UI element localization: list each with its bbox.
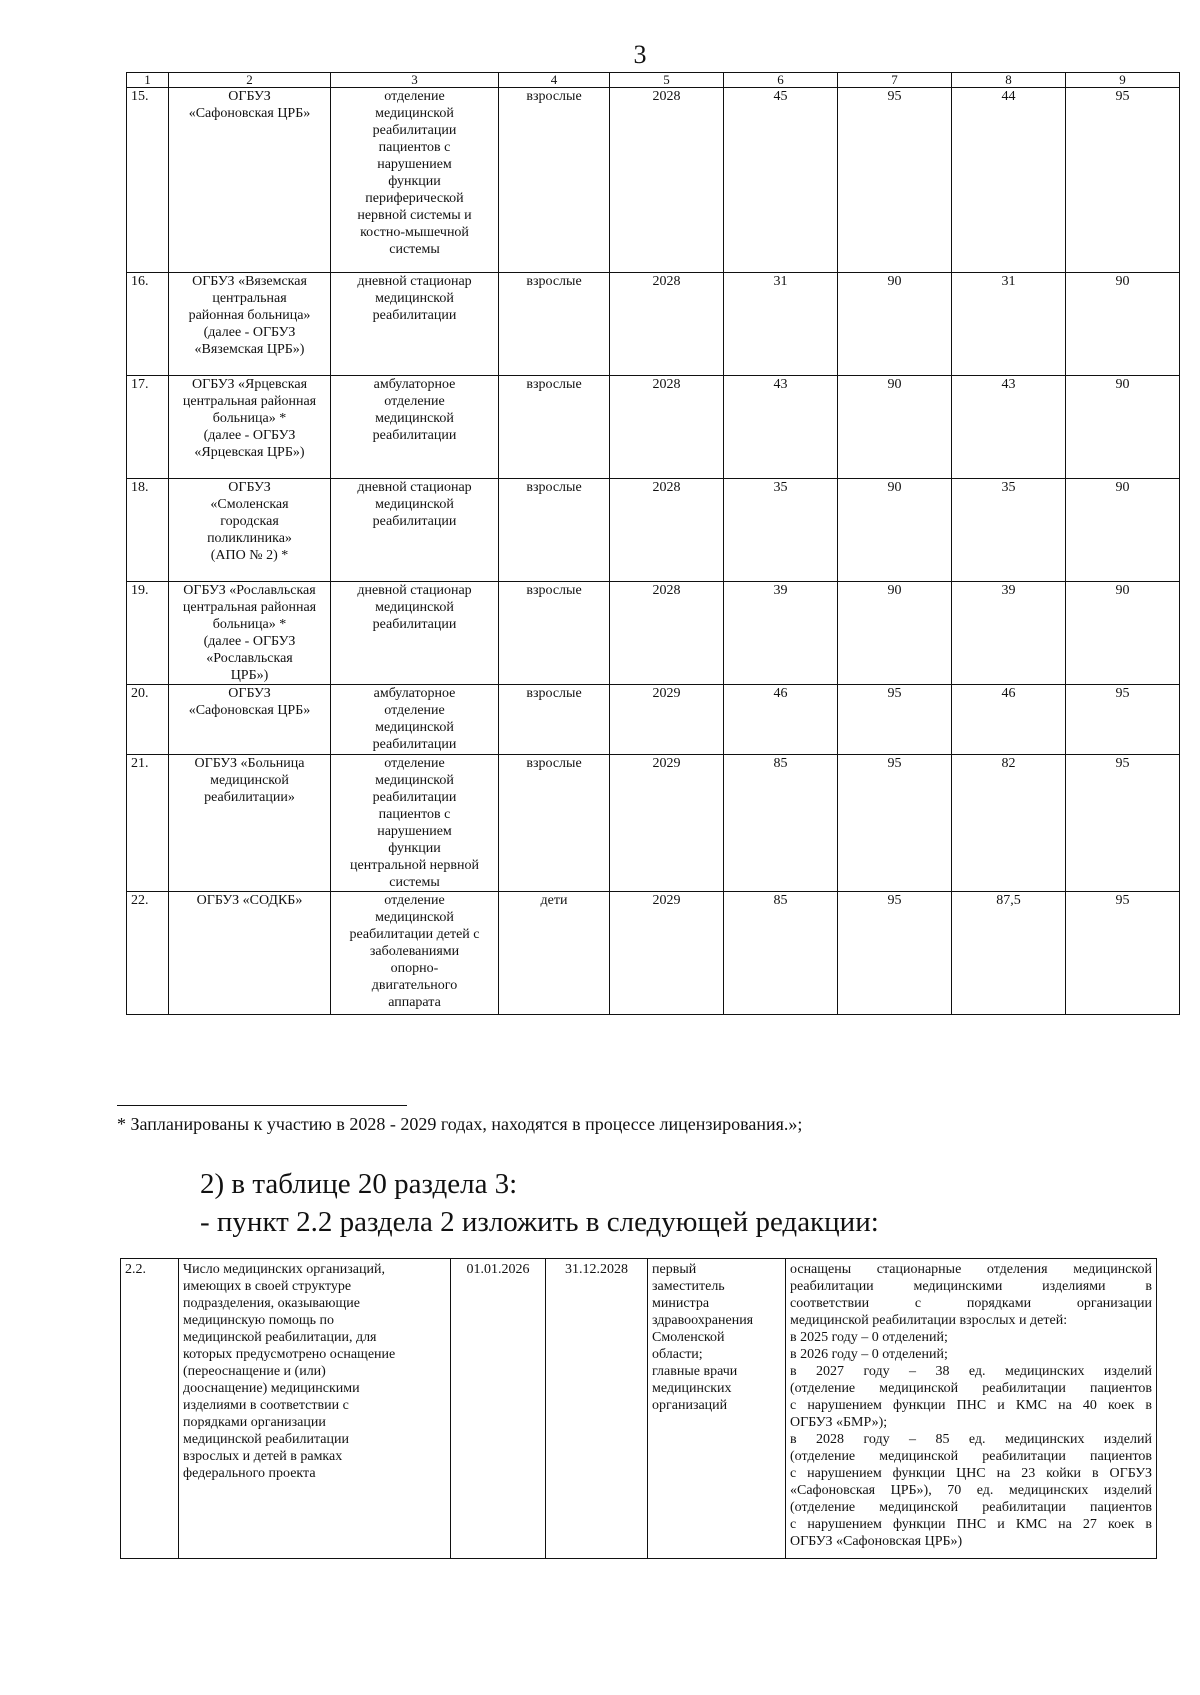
text-line: ОГБУЗ «Вяземская xyxy=(192,274,307,289)
rehabilitation-units-table xyxy=(126,72,1180,1015)
value-col-6: 45 xyxy=(724,88,838,273)
unit-name xyxy=(331,479,499,582)
header-row xyxy=(127,73,1180,88)
measure-result xyxy=(786,1259,1157,1559)
text-line: заболеваниями xyxy=(369,944,460,959)
organization-name xyxy=(169,755,331,892)
text-line: центральной нервной xyxy=(350,858,479,873)
column-number: 1 xyxy=(127,73,169,88)
organization-name xyxy=(169,376,331,479)
column-number: 5 xyxy=(610,73,724,88)
value-col-7: 90 xyxy=(838,479,952,582)
text-line: ЦРБ») xyxy=(230,668,269,683)
text-line: (отделение медицинской реабилитации пациентов xyxy=(790,1381,1152,1396)
row-number: 16. xyxy=(127,273,169,376)
text-line: федерального проекта xyxy=(183,1466,316,1481)
value-col-6: 85 xyxy=(724,755,838,892)
text-line: реабилитации xyxy=(372,790,457,805)
value-col-7: 95 xyxy=(838,755,952,892)
text-line: медицинской xyxy=(210,773,289,788)
unit-name xyxy=(331,685,499,755)
organization-name xyxy=(169,582,331,685)
text-line: медицинской xyxy=(375,720,454,735)
text-line: районная больница» xyxy=(188,308,311,323)
text-line: системы xyxy=(389,875,440,890)
text-line: ОГБУЗ «БМР»); xyxy=(790,1415,888,1430)
text-line: Число медицинских организаций, xyxy=(183,1262,385,1277)
value-col-6: 31 xyxy=(724,273,838,376)
text-line: подразделения, оказывающие xyxy=(183,1296,360,1311)
text-line: с нарушением функции ЦНС на 23 койки в ОГБУЗ xyxy=(790,1466,1152,1481)
text-line: ОГБУЗ «СОДКБ» xyxy=(196,893,303,908)
text-line: костно-мышечной xyxy=(360,225,469,240)
patient-group: взрослые xyxy=(499,376,610,479)
value-col-8: 87,5 xyxy=(952,892,1066,1015)
column-number: 3 xyxy=(331,73,499,88)
text-line: (далее - ОГБУЗ xyxy=(203,428,296,443)
row-number: 22. xyxy=(127,892,169,1015)
text-line: Смоленской xyxy=(652,1330,725,1345)
text-line: реабилитации xyxy=(372,617,457,632)
text-line: медицинских xyxy=(652,1381,732,1396)
text-line: медицинской xyxy=(375,773,454,788)
text-line: дневной стационар xyxy=(357,274,472,289)
text-line: медицинской реабилитации взрослых и детей: xyxy=(790,1313,1068,1328)
value-col-9: 95 xyxy=(1066,755,1180,892)
text-line: области; xyxy=(652,1347,703,1362)
value-col-7: 95 xyxy=(838,892,952,1015)
text-line: опорно- xyxy=(390,961,439,976)
unit-name xyxy=(331,892,499,1015)
text-line: (переоснащение и (или) xyxy=(183,1364,326,1379)
column-number: 7 xyxy=(838,73,952,88)
value-col-8: 46 xyxy=(952,685,1066,755)
measure-end-date: 31.12.2028 xyxy=(546,1259,648,1559)
row-number: 19. xyxy=(127,582,169,685)
unit-name xyxy=(331,582,499,685)
patient-group: взрослые xyxy=(499,582,610,685)
patient-group: дети xyxy=(499,892,610,1015)
value-col-7: 90 xyxy=(838,582,952,685)
text-line: (далее - ОГБУЗ xyxy=(203,325,296,340)
value-col-7: 95 xyxy=(838,88,952,273)
text-line: ОГБУЗ xyxy=(228,89,271,104)
text-line: амбулаторное xyxy=(373,377,456,392)
text-line: «Сафоновская ЦРБ» xyxy=(188,106,311,121)
text-line: медицинской xyxy=(375,600,454,615)
text-line: системы xyxy=(389,242,440,257)
organization-name xyxy=(169,892,331,1015)
text-line: «Смоленская xyxy=(210,497,289,512)
text-line: «Вяземская ЦРБ») xyxy=(194,342,305,357)
text-line: аппарата xyxy=(388,995,441,1010)
value-col-6: 39 xyxy=(724,582,838,685)
text-line: функции xyxy=(388,174,441,189)
measure-responsible xyxy=(648,1259,786,1559)
table-row xyxy=(127,479,1180,582)
text-line: порядками организации xyxy=(183,1415,326,1430)
text-line: заместитель xyxy=(652,1279,725,1294)
column-number: 2 xyxy=(169,73,331,88)
organization-name xyxy=(169,479,331,582)
value-col-6: 43 xyxy=(724,376,838,479)
value-col-8: 39 xyxy=(952,582,1066,685)
text-line: в 2026 году – 0 отделений; xyxy=(790,1347,948,1362)
text-line: реабилитации xyxy=(372,308,457,323)
text-line: реабилитации xyxy=(372,428,457,443)
text-line: больница» * xyxy=(212,617,287,632)
text-line: нервной системы и xyxy=(357,208,472,223)
text-line: ОГБУЗ xyxy=(228,686,271,701)
measure-number: 2.2. xyxy=(121,1259,179,1559)
text-line: отделение xyxy=(384,89,445,104)
value-col-8: 82 xyxy=(952,755,1066,892)
value-col-7: 90 xyxy=(838,273,952,376)
text-line: отделение xyxy=(384,893,445,908)
text-line: центральная районная xyxy=(182,600,317,615)
row-number: 17. xyxy=(127,376,169,479)
table-row xyxy=(127,755,1180,892)
value-col-8: 44 xyxy=(952,88,1066,273)
text-line: соответствии с порядками организации xyxy=(790,1296,1152,1311)
year: 2029 xyxy=(610,892,724,1015)
text-line: медицинской реабилитации, для xyxy=(183,1330,377,1345)
patient-group: взрослые xyxy=(499,88,610,273)
year: 2029 xyxy=(610,755,724,892)
organization-name xyxy=(169,88,331,273)
year: 2028 xyxy=(610,479,724,582)
text-line: здравоохранения xyxy=(652,1313,754,1328)
text-line: взрослых и детей в рамках xyxy=(183,1449,343,1464)
text-line: двигательного xyxy=(371,978,458,993)
text-line: (отделение медицинской реабилитации пациентов xyxy=(790,1449,1152,1464)
text-line: главные врачи xyxy=(652,1364,738,1379)
column-number: 8 xyxy=(952,73,1066,88)
value-col-9: 95 xyxy=(1066,685,1180,755)
measure-start-date: 01.01.2026 xyxy=(451,1259,546,1559)
text-line: центральная xyxy=(212,291,287,306)
organization-name xyxy=(169,273,331,376)
value-col-9: 90 xyxy=(1066,479,1180,582)
table-row xyxy=(127,685,1180,755)
text-line: «Сафоновская ЦРБ»), 70 ед. медицинских изделий xyxy=(790,1483,1152,1498)
text-line: имеющих в своей структуре xyxy=(183,1279,352,1294)
instruction-line-2: - пункт 2.2 раздела 2 изложить в следующей редакции: xyxy=(200,1206,879,1238)
text-line: поликлиника» xyxy=(207,531,292,546)
organization-name xyxy=(169,685,331,755)
text-line: реабилитации xyxy=(372,123,457,138)
table-row xyxy=(127,892,1180,1015)
value-col-8: 43 xyxy=(952,376,1066,479)
table-row xyxy=(127,582,1180,685)
footnote: * Запланированы к участию в 2028 - 2029 годах, находятся в процессе лицензирования.»; xyxy=(117,1114,803,1134)
text-line: изделиями в соответствии с xyxy=(183,1398,349,1413)
value-col-6: 46 xyxy=(724,685,838,755)
footnote-rule xyxy=(117,1105,407,1106)
text-line: центральная районная xyxy=(182,394,317,409)
measure-indicator xyxy=(179,1259,451,1559)
value-col-8: 31 xyxy=(952,273,1066,376)
text-line: реабилитации xyxy=(372,514,457,529)
text-line: медицинской xyxy=(375,291,454,306)
value-col-6: 35 xyxy=(724,479,838,582)
unit-name xyxy=(331,88,499,273)
text-line: с нарушением функции ПНС и КМС на 40 коек в xyxy=(790,1398,1152,1413)
value-col-8: 35 xyxy=(952,479,1066,582)
value-col-6: 85 xyxy=(724,892,838,1015)
text-line: ОГБУЗ «Ярцевская xyxy=(191,377,308,392)
text-line: которых предусмотрено оснащение xyxy=(183,1347,396,1362)
unit-name xyxy=(331,376,499,479)
text-line: (АПО № 2) * xyxy=(210,548,289,563)
text-line: «Рославльская xyxy=(206,651,293,666)
year: 2028 xyxy=(610,88,724,273)
text-line: в 2025 году – 0 отделений; xyxy=(790,1330,948,1345)
column-number: 4 xyxy=(499,73,610,88)
row-number: 21. xyxy=(127,755,169,892)
patient-group: взрослые xyxy=(499,755,610,892)
instruction-line-1: 2) в таблице 20 раздела 3: xyxy=(200,1168,518,1200)
text-line: больница» * xyxy=(212,411,287,426)
text-line: амбулаторное xyxy=(373,686,456,701)
text-line: реабилитации xyxy=(372,737,457,752)
unit-name xyxy=(331,273,499,376)
text-line: реабилитации медицинскими изделиями в xyxy=(790,1279,1152,1294)
text-line: (отделение медицинской реабилитации пациентов xyxy=(790,1500,1152,1515)
text-line: отделение xyxy=(384,394,445,409)
text-line: медицинской xyxy=(375,497,454,512)
text-line: реабилитации детей с xyxy=(349,927,480,942)
text-line: ОГБУЗ «Рославльская xyxy=(183,583,316,598)
text-line: медицинской реабилитации xyxy=(183,1432,349,1447)
text-line: оснащены стационарные отделения медицинской xyxy=(790,1262,1152,1277)
year: 2028 xyxy=(610,376,724,479)
text-line: медицинской xyxy=(375,910,454,925)
text-line: пациентов с xyxy=(378,807,451,822)
column-number: 9 xyxy=(1066,73,1180,88)
text-line: реабилитации» xyxy=(204,790,295,805)
year: 2029 xyxy=(610,685,724,755)
text-line: дневной стационар xyxy=(357,480,472,495)
value-col-9: 90 xyxy=(1066,376,1180,479)
text-line: нарушением xyxy=(377,824,452,839)
text-line: «Ярцевская ЦРБ») xyxy=(194,445,305,460)
text-line: нарушением xyxy=(377,157,452,172)
unit-name xyxy=(331,755,499,892)
text-line: «Сафоновская ЦРБ» xyxy=(188,703,311,718)
table-row xyxy=(127,376,1180,479)
text-line: медицинской xyxy=(375,106,454,121)
row-number: 20. xyxy=(127,685,169,755)
row-number: 18. xyxy=(127,479,169,582)
table-row xyxy=(127,88,1180,273)
text-line: министра xyxy=(652,1296,710,1311)
text-line: дооснащение) медицинскими xyxy=(183,1381,360,1396)
text-line: отделение xyxy=(384,703,445,718)
text-line: ОГБУЗ «Больница xyxy=(194,756,305,771)
text-line: ОГБУЗ «Сафоновская ЦРБ») xyxy=(790,1534,963,1549)
row-number: 15. xyxy=(127,88,169,273)
text-line: с нарушением функции ПНС и КМС на 27 коек в xyxy=(790,1517,1152,1532)
value-col-9: 95 xyxy=(1066,892,1180,1015)
text-line: функции xyxy=(388,841,441,856)
text-line: периферической xyxy=(365,191,464,206)
page-number: 3 xyxy=(633,40,647,69)
patient-group: взрослые xyxy=(499,479,610,582)
text-line: первый xyxy=(652,1262,697,1277)
text-line: ОГБУЗ xyxy=(228,480,271,495)
column-number: 6 xyxy=(724,73,838,88)
text-line: (далее - ОГБУЗ xyxy=(203,634,296,649)
text-line: медицинскую помощь по xyxy=(183,1313,334,1328)
year: 2028 xyxy=(610,582,724,685)
text-line: дневной стационар xyxy=(357,583,472,598)
text-line: в 2027 году – 38 ед. медицинских изделий xyxy=(790,1364,1152,1379)
text-line: организаций xyxy=(652,1398,728,1413)
patient-group: взрослые xyxy=(499,685,610,755)
text-line: в 2028 году – 85 ед. медицинских изделий xyxy=(790,1432,1152,1447)
value-col-9: 95 xyxy=(1066,88,1180,273)
value-col-7: 95 xyxy=(838,685,952,755)
text-line: отделение xyxy=(384,756,445,771)
measure-2-2-table xyxy=(120,1258,1157,1559)
text-line: пациентов с xyxy=(378,140,451,155)
table-row xyxy=(127,273,1180,376)
value-col-9: 90 xyxy=(1066,273,1180,376)
year: 2028 xyxy=(610,273,724,376)
value-col-9: 90 xyxy=(1066,582,1180,685)
value-col-7: 90 xyxy=(838,376,952,479)
patient-group: взрослые xyxy=(499,273,610,376)
text-line: городская xyxy=(220,514,279,529)
text-line: медицинской xyxy=(375,411,454,426)
